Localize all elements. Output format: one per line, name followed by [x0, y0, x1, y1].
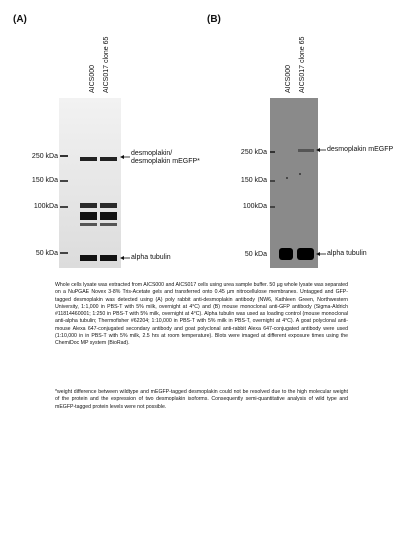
panel-a-lane-2-label: AICS017 clone 65 [103, 36, 110, 93]
figure-caption: Whole cells lysate was extracted from AICS000 and AICS017 cells using urea sample buffer. 50 µg whole lysate was separated on a NuPGAE Novex 3-8% Tris-Acetate gels and transferred onto 0.45 µm nitrocellulose membranes. Untagged and GFP-tagged desmoplakin was detected using (A) poly rabbit anti-desmoplakin antibody (NW6, Kathleen Green, Northwestern University, 1:1,000 in PBS-T with 5% milk, overnight at 4°C) and (B) mouse monoclonal anti-GFP antibody (Sigma-Aldrich #11814460001; 1:250 in PBS-T with 5% milk, overnight at 4°C). Alpha tubulin was used as loading control (mouse monoclonal anti-alpha tubulin; Thermofisher #62204; 1:10,000 in PBS-T with 5% milk in PBS-T, overnight at 4°C). A goat polyclonal anti-mouse Alexa 647-conjugated secondary antibody and goat polyclonal anti-rabbit Alexa 647-conjugated antibody were used (1:10,000 in in PBS-T with 5% milk, 2.5 hrs at room temperature). Blots were imaged at different exposure times using the ChemiDoc MP system (BioRad). [55, 282, 348, 347]
panel-b-ladder-band [270, 206, 275, 208]
panel-b-marker-50: 50 kDa [244, 251, 267, 258]
panel-a-marker-250: 250 kDa [31, 153, 58, 160]
panel-a-tubulin-label: alpha tubulin [131, 254, 171, 261]
panel-b-tubulin-label: alpha tubulin [327, 250, 367, 257]
panel-a-marker-150: 150 kDa [31, 177, 58, 184]
panel-a-desmoplakin-label-line2: desmoplakin mEGFP* [131, 158, 200, 165]
figure-footnote: *weight difference between wildtype and mEGFP-tagged desmoplakin could not be resolved due to the high molecular weight of the protein and the expression of two desmoplakin isoforms. Consequently semi-quantitative analysis of wild type and mEGFP-tagged protein levels were not possible. [55, 389, 348, 410]
panel-b-tubulin-band [279, 248, 293, 260]
panel-a-label: (A) [13, 14, 27, 25]
panel-a-marker-100: 100kDa [33, 203, 58, 210]
panel-b-spot [299, 173, 301, 175]
panel-a-desmoplakin-label-line1: desmoplakin/ [131, 150, 173, 157]
panel-b-membrane [270, 98, 318, 268]
panel-b-spot [286, 177, 288, 179]
panel-a-marker-50: 50 kDa [35, 250, 58, 257]
panel-b-ladder-band [270, 180, 275, 182]
panel-b-label: (B) [207, 14, 221, 25]
panel-b-marker-150: 150 kDa [240, 177, 267, 184]
panel-b-tubulin-band [297, 248, 314, 260]
panel-b-lane-2-label: AICS017 clone 65 [299, 36, 306, 93]
panel-b-lane-1-label: AICS000 [285, 64, 292, 93]
panel-b-desmoplakin-label: desmoplakin mEGFP [327, 146, 394, 153]
panel-a-lane-1-label: AICS000 [89, 64, 96, 93]
panel-b-desmoplakin-band [298, 149, 314, 152]
panel-b-marker-250: 250 kDa [240, 149, 267, 156]
panel-b-marker-100: 100kDa [242, 203, 267, 210]
panel-b-ladder-band [270, 151, 275, 153]
